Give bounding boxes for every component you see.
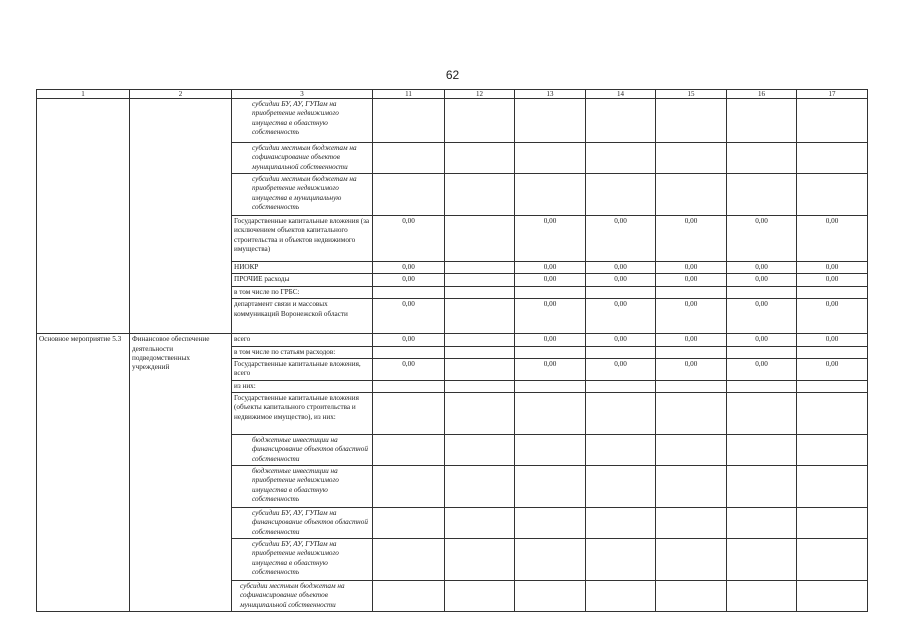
value-cell: 0,00 [656,299,727,334]
value-cell [373,380,445,392]
value-cell: 0,00 [797,216,868,262]
value-cell [797,508,868,539]
value-cell [445,434,515,465]
table-row [37,334,868,346]
value-cell [586,581,656,612]
value-cell [373,434,445,465]
value-cell [656,143,727,174]
header-cell: 12 [445,90,515,99]
value-cell [445,466,515,508]
header-row [37,90,868,99]
event-cell-empty [37,99,130,334]
name-cell-empty [130,99,232,334]
value-cell [586,286,656,298]
value-cell [727,174,797,216]
value-cell: 0,00 [727,262,797,274]
value-cell [445,262,515,274]
row-label: субсидии местным бюджетам на софинансирование объектов муниципальной собственности [232,143,373,174]
value-cell: 0,00 [515,334,586,346]
value-cell [515,539,586,581]
value-cell: 0,00 [515,299,586,334]
header-cell: 13 [515,90,586,99]
value-cell [797,581,868,612]
value-cell [656,392,727,434]
value-cell: 0,00 [797,299,868,334]
value-cell: 0,00 [586,334,656,346]
row-label: бюджетные инвестиции на финансирование объектов областной собственности [232,434,373,465]
value-cell [515,581,586,612]
value-cell: 0,00 [515,262,586,274]
value-cell: 0,00 [586,358,656,380]
row-label: в том числе по ГРБС: [232,286,373,298]
row-label: Государственные капитальные вложения, всего [232,358,373,380]
value-cell [727,466,797,508]
value-cell [445,392,515,434]
value-cell [727,380,797,392]
value-cell [445,216,515,262]
value-cell [656,581,727,612]
value-cell [656,174,727,216]
value-cell: 0,00 [586,299,656,334]
value-cell [797,174,868,216]
value-cell: 0,00 [656,274,727,286]
value-cell [373,466,445,508]
value-cell: 0,00 [727,334,797,346]
value-cell [797,380,868,392]
event-name-cell: Финансовое обеспечение деятельности подведомственных учреждений [130,334,232,612]
value-cell: 0,00 [656,216,727,262]
value-cell [515,174,586,216]
value-cell [656,380,727,392]
row-label: департамент связи и массовых коммуникаций Воронежской области [232,299,373,334]
value-cell: 0,00 [586,216,656,262]
value-cell [797,466,868,508]
value-cell [445,380,515,392]
value-cell [373,143,445,174]
header-cell: 11 [373,90,445,99]
value-cell: 0,00 [373,216,445,262]
value-cell [586,346,656,358]
value-cell [445,174,515,216]
value-cell [656,466,727,508]
value-cell: 0,00 [727,299,797,334]
value-cell [727,508,797,539]
value-cell [586,466,656,508]
value-cell: 0,00 [515,274,586,286]
value-cell [373,286,445,298]
value-cell [445,99,515,143]
value-cell [586,508,656,539]
value-cell [727,581,797,612]
value-cell [445,539,515,581]
value-cell [797,539,868,581]
header-cell: 3 [232,90,373,99]
value-cell: 0,00 [797,274,868,286]
value-cell [727,286,797,298]
value-cell: 0,00 [727,216,797,262]
value-cell [727,99,797,143]
value-cell [445,581,515,612]
value-cell [515,508,586,539]
value-cell [656,99,727,143]
header-cell: 15 [656,90,727,99]
value-cell [797,286,868,298]
value-cell [515,392,586,434]
value-cell [656,434,727,465]
row-label: Государственные капитальные вложения (объекты капитального строительства и недвижимое имущество), из них: [232,392,373,434]
value-cell: 0,00 [515,216,586,262]
table-row [37,99,868,143]
value-cell [727,143,797,174]
value-cell [656,539,727,581]
value-cell: 0,00 [727,358,797,380]
value-cell: 0,00 [515,358,586,380]
value-cell [586,539,656,581]
value-cell [373,99,445,143]
value-cell [445,358,515,380]
value-cell [656,286,727,298]
value-cell: 0,00 [586,262,656,274]
value-cell: 0,00 [656,358,727,380]
value-cell [373,346,445,358]
value-cell [445,274,515,286]
value-cell: 0,00 [656,262,727,274]
value-cell [797,99,868,143]
value-cell [727,392,797,434]
value-cell: 0,00 [373,334,445,346]
value-cell [586,392,656,434]
value-cell [515,143,586,174]
value-cell [515,380,586,392]
header-cell: 2 [130,90,232,99]
row-label: ПРОЧИЕ расходы [232,274,373,286]
header-cell: 17 [797,90,868,99]
row-label: Государственные капитальные вложения (за исключением объектов капитального строительства и объектов недвижимого имущества) [232,216,373,262]
value-cell: 0,00 [586,274,656,286]
header-cell: 1 [37,90,130,99]
value-cell [727,434,797,465]
value-cell [445,286,515,298]
value-cell: 0,00 [373,299,445,334]
value-cell [797,392,868,434]
value-cell [445,334,515,346]
value-cell: 0,00 [727,274,797,286]
value-cell [373,539,445,581]
value-cell [445,143,515,174]
value-cell [656,346,727,358]
value-cell: 0,00 [373,358,445,380]
value-cell [515,346,586,358]
value-cell [797,434,868,465]
value-cell [727,539,797,581]
value-cell [586,143,656,174]
row-label: субсидии БУ, АУ, ГУПам на приобретение недвижимого имущества в областную собственность [232,99,373,143]
row-label: субсидии местным бюджетам на софинансирование объектов муниципальной собственности [232,581,373,612]
row-label: всего [232,334,373,346]
value-cell: 0,00 [797,358,868,380]
value-cell: 0,00 [797,262,868,274]
value-cell [656,508,727,539]
value-cell [586,99,656,143]
value-cell [445,299,515,334]
value-cell [515,286,586,298]
row-label: субсидии местным бюджетам на приобретение недвижимого имущества в муниципальную собственность [232,174,373,216]
value-cell [445,508,515,539]
value-cell: 0,00 [656,334,727,346]
value-cell [586,434,656,465]
row-label: в том числе по статьям расходов: [232,346,373,358]
event-cell: Основное мероприятие 5.3 [37,334,130,612]
page-number: 62 [445,68,460,82]
value-cell [515,466,586,508]
value-cell [797,346,868,358]
value-cell: 0,00 [797,334,868,346]
value-cell [373,508,445,539]
value-cell [586,174,656,216]
value-cell [373,174,445,216]
value-cell [515,99,586,143]
value-cell: 0,00 [373,262,445,274]
table-body [37,99,868,612]
value-cell [797,143,868,174]
value-cell [373,392,445,434]
budget-table [36,89,868,612]
header-cell: 14 [586,90,656,99]
value-cell [727,346,797,358]
value-cell [515,434,586,465]
header-cell: 16 [727,90,797,99]
value-cell [373,581,445,612]
value-cell [445,346,515,358]
row-label: субсидии БУ, АУ, ГУПам на финансирование объектов областной собственности [232,508,373,539]
row-label: из них: [232,380,373,392]
row-label: НИОКР [232,262,373,274]
value-cell: 0,00 [373,274,445,286]
row-label: бюджетные инвестиции на приобретение недвижимого имущества в областную собственность [232,466,373,508]
row-label: субсидии БУ, АУ, ГУПам на приобретение недвижимого имущества в областную собственность [232,539,373,581]
value-cell [586,380,656,392]
